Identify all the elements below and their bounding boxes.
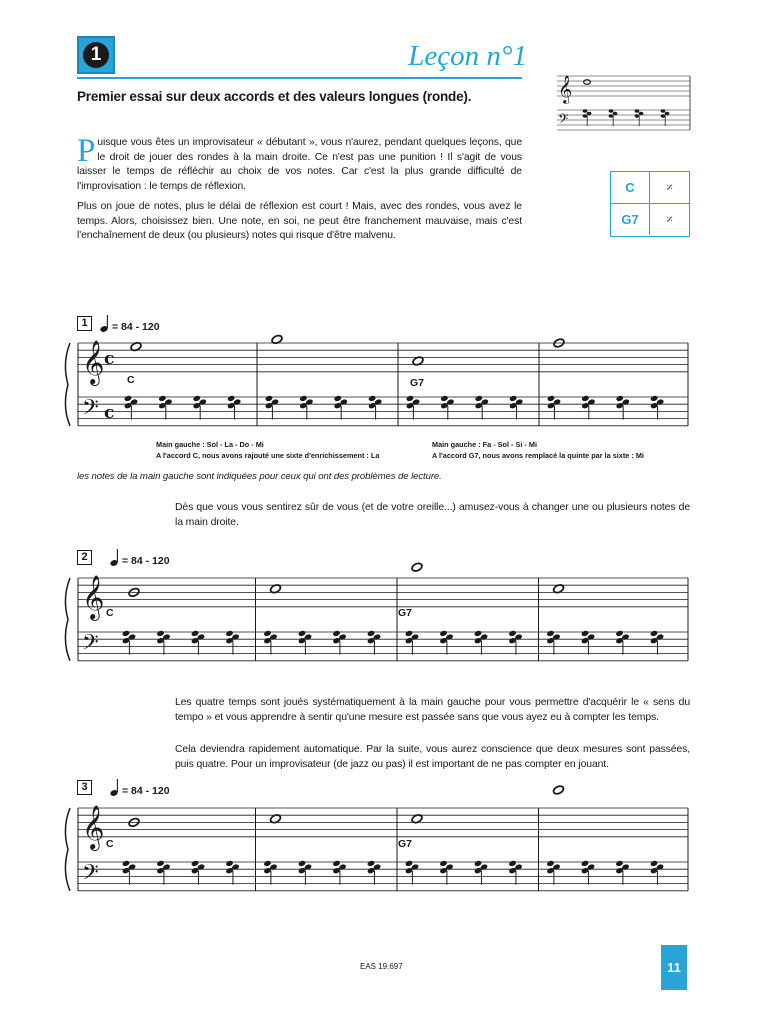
quarter-chord <box>546 630 561 655</box>
quarter-note-head <box>124 395 133 402</box>
quarter-chord <box>193 395 208 420</box>
quarter-chord <box>546 860 561 885</box>
quarter-note-head <box>298 860 307 867</box>
quarter-note-head <box>635 114 640 117</box>
treble-clef-icon: 𝄞 <box>82 804 105 849</box>
catalog-code: EAS 19.697 <box>360 962 403 971</box>
quarter-note-head <box>475 395 484 402</box>
chord-grid-repeat-2: 𝄎 <box>666 211 673 227</box>
quarter-note-head <box>609 114 614 117</box>
quarter-chord <box>156 630 171 655</box>
quarter-note-head <box>405 860 414 867</box>
bass-clef-icon: 𝄢 <box>82 395 99 426</box>
exercise-3-grand-staff <box>60 800 700 910</box>
quarter-chord <box>547 395 562 420</box>
quarter-note-head <box>263 860 272 867</box>
quarter-chord <box>474 630 489 655</box>
quarter-chord <box>581 630 596 655</box>
bass-clef-icon: 𝄢 <box>558 111 569 130</box>
quarter-note-head <box>334 395 343 402</box>
intro-paragraph-1 <box>77 133 522 194</box>
quarter-chord <box>405 630 420 655</box>
quarter-note-head <box>581 860 590 867</box>
quarter-note-head <box>225 860 234 867</box>
quarter-chord <box>367 630 382 655</box>
common-time-icon: c <box>104 348 115 369</box>
quarter-chord <box>615 860 630 885</box>
quarter-note-head <box>439 860 448 867</box>
quarter-chord <box>265 395 280 420</box>
left-hand-c-title: Main gauche : Sol - La - Do - Mi <box>156 440 264 449</box>
quarter-note-head <box>225 630 234 637</box>
quarter-note-head <box>122 630 131 637</box>
quarter-note-head <box>265 395 274 402</box>
quarter-chord <box>263 860 278 885</box>
quarter-chord <box>332 630 347 655</box>
quarter-chord <box>299 395 314 420</box>
chord-grid-repeat-1: 𝄎 <box>650 172 689 204</box>
grand-staff-brace <box>65 808 70 891</box>
quarter-note-head <box>583 109 588 112</box>
exercise-3-chord-2: G7 <box>398 838 413 850</box>
quarter-note-head <box>635 109 640 112</box>
chord-grid <box>610 171 690 237</box>
quarter-chord <box>227 395 242 420</box>
quarter-chord <box>474 860 489 885</box>
title-rule <box>77 77 522 79</box>
bass-clef-icon: 𝄢 <box>82 630 99 661</box>
quarter-note-head <box>367 860 376 867</box>
quarter-note-head <box>546 860 555 867</box>
lesson-number: 1 <box>83 42 109 68</box>
quarter-note-head <box>440 395 449 402</box>
quarter-note-head <box>439 630 448 637</box>
quarter-note-head <box>546 630 555 637</box>
paragraph-3: Dès que vous vous sentirez sûr de vous (et de votre oreille...) amusez-vous à changer une ou plusieurs notes de la main droite. <box>175 502 690 528</box>
dropcap: P <box>77 133 96 169</box>
exercise-2-number: 2 <box>77 550 92 565</box>
grand-staff-brace <box>65 578 70 661</box>
chord-grid-chord-2: G7 <box>611 204 650 236</box>
exercise-3-number: 3 <box>77 780 92 795</box>
quarter-chord <box>405 860 420 885</box>
paragraph-4: Les quatre temps sont joués systématiquement à la main gauche pour vous permettre d'acquérir le « sens du tempo » et vous apprendre à sentir qu'une mesure est passée sans que vous ayez eu à compter les temps. <box>175 697 690 723</box>
exercise-3-chord-1: C <box>106 838 114 850</box>
quarter-chord <box>508 630 523 655</box>
quarter-note-head <box>650 395 659 402</box>
quarter-chord <box>508 860 523 885</box>
quarter-note-head <box>193 395 202 402</box>
quarter-chord <box>225 630 240 655</box>
quarter-note-head <box>367 630 376 637</box>
common-time-icon: c <box>104 402 115 423</box>
quarter-chord <box>191 860 206 885</box>
exercise-1-number: 1 <box>77 316 92 331</box>
quarter-chord <box>158 395 173 420</box>
quarter-note-head <box>191 630 200 637</box>
quarter-note-head <box>613 112 618 115</box>
quarter-note-head <box>406 395 415 402</box>
quarter-chord <box>298 860 313 885</box>
quarter-chord <box>475 395 490 420</box>
quarter-chord <box>122 860 137 885</box>
quarter-chord <box>406 395 421 420</box>
quarter-chord <box>191 630 206 655</box>
paragraph-5: Cela deviendra rapidement automatique. Par la suite, vous aurez conscience que deux mesures sont passées, puis quatre. Pour un improvisateur (de jazz ou pas) il est important de ne pas compter en jouant. <box>175 744 690 770</box>
left-hand-g7-detail: A l'accord G7, nous avons remplacé la quinte par la sixte : Mi <box>432 451 644 460</box>
quarter-note-head <box>368 395 377 402</box>
quarter-note-head <box>615 860 624 867</box>
left-hand-g7-title: Main gauche : Fa - Sol - Si - Mi <box>432 440 537 449</box>
quarter-note-head <box>661 109 666 112</box>
quarter-note-head <box>158 395 167 402</box>
exercise-2-grand-staff <box>60 570 700 680</box>
whole-note <box>411 562 423 573</box>
whole-note <box>584 80 591 85</box>
quarter-chord <box>509 395 524 420</box>
quarter-chord <box>439 860 454 885</box>
quarter-note-head <box>332 860 341 867</box>
exercise-1-tempo: = 84 - 120 <box>112 321 160 333</box>
quarter-chord <box>225 860 240 885</box>
left-hand-c-detail: A l'accord C, nous avons rajouté une sixte d'enrichissement : La <box>156 451 380 460</box>
quarter-note-head <box>508 860 517 867</box>
quarter-chord <box>122 630 137 655</box>
quarter-note-head <box>299 395 308 402</box>
quarter-chord <box>367 860 382 885</box>
quarter-chord <box>650 860 665 885</box>
quarter-note-head <box>405 630 414 637</box>
quarter-note-head <box>609 109 614 112</box>
quarter-note-head <box>665 112 670 115</box>
lesson-number-badge <box>77 36 115 74</box>
quarter-chord <box>298 630 313 655</box>
quarter-chord <box>616 395 631 420</box>
quarter-chord <box>581 860 596 885</box>
quarter-note-head <box>650 860 659 867</box>
exercise-1-grand-staff <box>60 335 700 445</box>
quarter-chord <box>440 395 455 420</box>
quarter-chord <box>581 395 596 420</box>
quarter-chord <box>124 395 139 420</box>
quarter-chord <box>332 860 347 885</box>
quarter-note-head <box>298 630 307 637</box>
exercise-2-chord-1: C <box>106 607 114 619</box>
whole-note <box>552 785 564 796</box>
quarter-note-head <box>661 114 666 117</box>
quarter-note-head <box>156 630 165 637</box>
tempo-quarter-note-icon <box>110 548 120 568</box>
treble-clef-icon: 𝄞 <box>558 75 573 103</box>
quarter-note-head <box>122 860 131 867</box>
quarter-note-head <box>474 860 483 867</box>
quarter-chord <box>650 395 665 420</box>
chord-grid-chord-1: C <box>611 172 650 204</box>
lesson-title: Leçon n°1 <box>408 40 527 72</box>
quarter-note-head <box>587 112 592 115</box>
quarter-note-head <box>509 395 518 402</box>
quarter-note-head <box>191 860 200 867</box>
exercise-3-tempo: = 84 - 120 <box>122 785 170 797</box>
quarter-note-head <box>474 630 483 637</box>
page-number: 11 <box>661 945 687 990</box>
quarter-note-head <box>547 395 556 402</box>
quarter-chord <box>334 395 349 420</box>
quarter-note-head <box>616 395 625 402</box>
quarter-note-head <box>227 395 236 402</box>
tempo-quarter-note-icon <box>110 778 120 798</box>
quarter-note-head <box>639 112 644 115</box>
bass-clef-icon: 𝄢 <box>82 860 99 891</box>
quarter-note-head <box>650 630 659 637</box>
quarter-note-head <box>332 630 341 637</box>
tempo-quarter-note-icon <box>100 314 110 334</box>
exercise-1-chord-2: G7 <box>410 377 425 389</box>
quarter-note-head <box>156 860 165 867</box>
quarter-note-head <box>615 630 624 637</box>
treble-clef-icon: 𝄞 <box>82 339 105 384</box>
reading-note: les notes de la main gauche sont indiquées pour ceux qui ont des problèmes de lecture. <box>77 471 442 482</box>
exercise-2-chord-2: G7 <box>398 607 413 619</box>
treble-clef-icon: 𝄞 <box>82 574 105 619</box>
exercise-1-chord-1: C <box>127 374 135 386</box>
intro-paragraph-1-text: uisque vous êtes un improvisateur « débutant », vous n'aurez, pendant quelques leçons, que le droit de jouer des rondes à la main droite. Ce n'est pas une punition ! Il s'agit de vous laisser le temps de réfléchir au choix de vos notes. Car c'est la plus grande difficulté de l'improvisation : le temps de réflexion. <box>77 137 522 192</box>
quarter-chord <box>615 630 630 655</box>
quarter-note-head <box>583 114 588 117</box>
mini-staff-illustration <box>555 70 695 140</box>
quarter-note-head <box>581 395 590 402</box>
quarter-note-head <box>508 630 517 637</box>
quarter-note-head <box>581 630 590 637</box>
quarter-chord <box>368 395 383 420</box>
quarter-note-head <box>263 630 272 637</box>
quarter-chord <box>156 860 171 885</box>
quarter-chord <box>439 630 454 655</box>
quarter-chord <box>263 630 278 655</box>
grand-staff-brace <box>65 343 70 426</box>
exercise-2-tempo: = 84 - 120 <box>122 555 170 567</box>
lesson-subtitle: Premier essai sur deux accords et des valeurs longues (ronde). <box>77 89 472 104</box>
quarter-chord <box>650 630 665 655</box>
intro-paragraph-2: Plus on joue de notes, plus le délai de réflexion est court ! Mais, avec des rondes, vous avez le temps. Alors, choisissez bien. Une note, en soi, ne peut être franchement mauvaise, mais c'est l'enchaînement de deux (ou plusieurs) notes qui risque d'être malvenu. <box>77 201 522 241</box>
